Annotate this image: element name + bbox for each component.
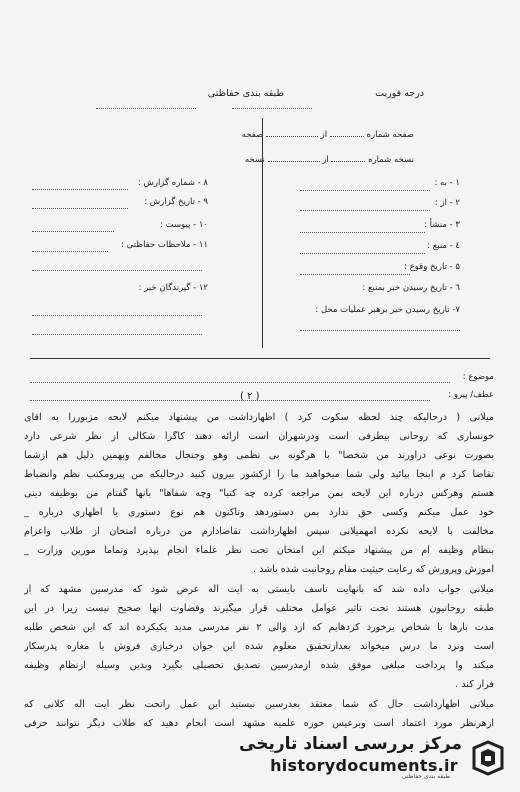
classification-label: طبقه بندی حفاظتی — [207, 88, 284, 99]
watermark-title: مرکز بررسی اسناد تاریخی — [239, 734, 462, 754]
body-line: ازهرنظر مورد اعتماد است وبرعیس حوزه علمیه مشهد است انجام دهید که طلاب دیگر نتوانند حرفی — [24, 718, 494, 729]
field-security-notes: ۱۱ - ملاحظات حفاظتی : — [121, 240, 208, 250]
page-word: صفحه — [241, 130, 264, 140]
page-mark: ( ۲ ) — [240, 391, 260, 402]
body-line: آموزش وپرورش که رعایت حیثیت مقام روحانیت شده باشد . — [252, 564, 494, 575]
copy-number-row — [245, 153, 414, 165]
field-source: ٤ - منبع : — [427, 241, 460, 251]
page-number-row — [242, 128, 414, 140]
watermark-subtitle: طبقه بندی حفاظتی — [401, 773, 450, 780]
watermark — [220, 734, 510, 784]
field-event-date: ۵ - تاریخ وقوع : — [404, 262, 460, 272]
body-line: میلانی ( درحالیکه چند لحظه سکوت کرد ) اظهارداشت من پیشنهاد میکنم لایحه مزبوررا به آقای — [24, 412, 494, 423]
copy-of: از — [322, 155, 329, 165]
reference-label: عطف/ پیرو : — [448, 390, 494, 400]
priority-label: درجه فوریت — [375, 88, 424, 99]
field-report-date: ۹ - تاریخ گزارش : — [144, 197, 208, 207]
body-line: خونساری که روحانی بیطرفی است ودرشهران است ارائه دهند کاگرا شکالی از نظر شرعی دارد — [24, 431, 494, 442]
field-origin: ۳ - منشأ : — [424, 220, 460, 230]
page-of: از — [320, 130, 328, 140]
body-line: میلانی جواب داده شد که بانهایت تاسف بایستی به آیت اله عرض شود که مدرسین مشهد که از — [24, 584, 494, 595]
body-line: طبقه روحانیون هستند تحت تاثیر عوامل مختلف قرار میگیرند وقضاوت آنها صحیح نیست زیرا در این — [24, 603, 494, 614]
body-line: هستم وهرکس درباره این لایحه بمن مراجعه کرده چه کتبا" وچه شفاها" بانها گفتام من بوظیفه دینی — [24, 488, 494, 499]
body-line: بنظام وظیفه ام من پیشنهاد میکنم این امتحان تحت نظر علماء انجام بپذیرد وتماما مورین وزارت _ — [24, 545, 494, 556]
body-line: تقاضا کرد م اینجا بیائید ولی شما میخواهید ما را ازکشور بیرون کنید درحالیکه من پیرومکتب نظم وانضباط — [24, 469, 494, 480]
field-receipt-date: ٦ - تاریخ رسیدن خبر بمنبع : — [362, 283, 460, 293]
body-line: میکند وا پرداخت مبلغی موفق شده ازمدرسین تصدیق تحصیلی بگیرد وبدین وسیله ازنظام وظیفه — [24, 660, 494, 671]
subject-label: موضوع : — [462, 372, 494, 382]
archive-logo-icon — [468, 738, 508, 778]
body-line: فرار کند . — [455, 679, 494, 690]
watermark-url: historydocuments.ir — [270, 756, 458, 775]
field-operation-date: ۷- تاریخ رسیدن خبر برهبر عملیات محل : — [315, 305, 460, 315]
column-divider — [262, 118, 263, 348]
body-line: است ونزد ما درس میخواند بعدازتحقیق معلوم شده این جوان درخیازی فروش یا مغازه پدرسکار — [24, 641, 494, 652]
body-line: میلانی اظهارداشت حال که شما معتقد بعدرسین نیستید این عمل راتحت نظر آیت اله کلانی که — [24, 699, 494, 710]
page-number-label: صفحه شماره — [366, 130, 414, 140]
classification-blank — [232, 108, 312, 109]
field-from: ۲ - از : — [434, 198, 460, 208]
copy-number-label: نسخه شماره — [368, 155, 414, 165]
body-line: خود عمل میکنم وکسی حق ندارد بمن دستوردهد وتاکنون هم نوع دستوری یا اظهاری درباره _ — [24, 507, 494, 518]
field-recipients: ۱۲ - گیرندگان خبر : — [138, 283, 208, 293]
copy-word: نسخه — [244, 155, 265, 165]
body-line: مدت بارها با شخاص برخورد کردهایم که ازد والی ۲ نفر مدرسی مدید یکیکرده اند که این شخص طلبه — [24, 622, 494, 633]
field-attachment: ۱۰ - پیوست : — [160, 220, 208, 230]
priority-blank — [96, 108, 196, 109]
body-line: مخالفت با لایحه نکرده امهمیلانی سپس اظهارداشت تقاضادارم من درباره امتحان از طلاب واعزام — [24, 526, 494, 537]
body-line: بصورت نوعی درآورند من شخصا" با هرگونه بی نظمی وهو وجنجال مخالفم وبهمین دلیل هم ازشما — [24, 450, 494, 461]
field-to: ۱ - به : — [434, 178, 460, 188]
field-report-number: ۸ - شماره گزارش : — [137, 178, 208, 188]
header-rule — [30, 358, 490, 359]
